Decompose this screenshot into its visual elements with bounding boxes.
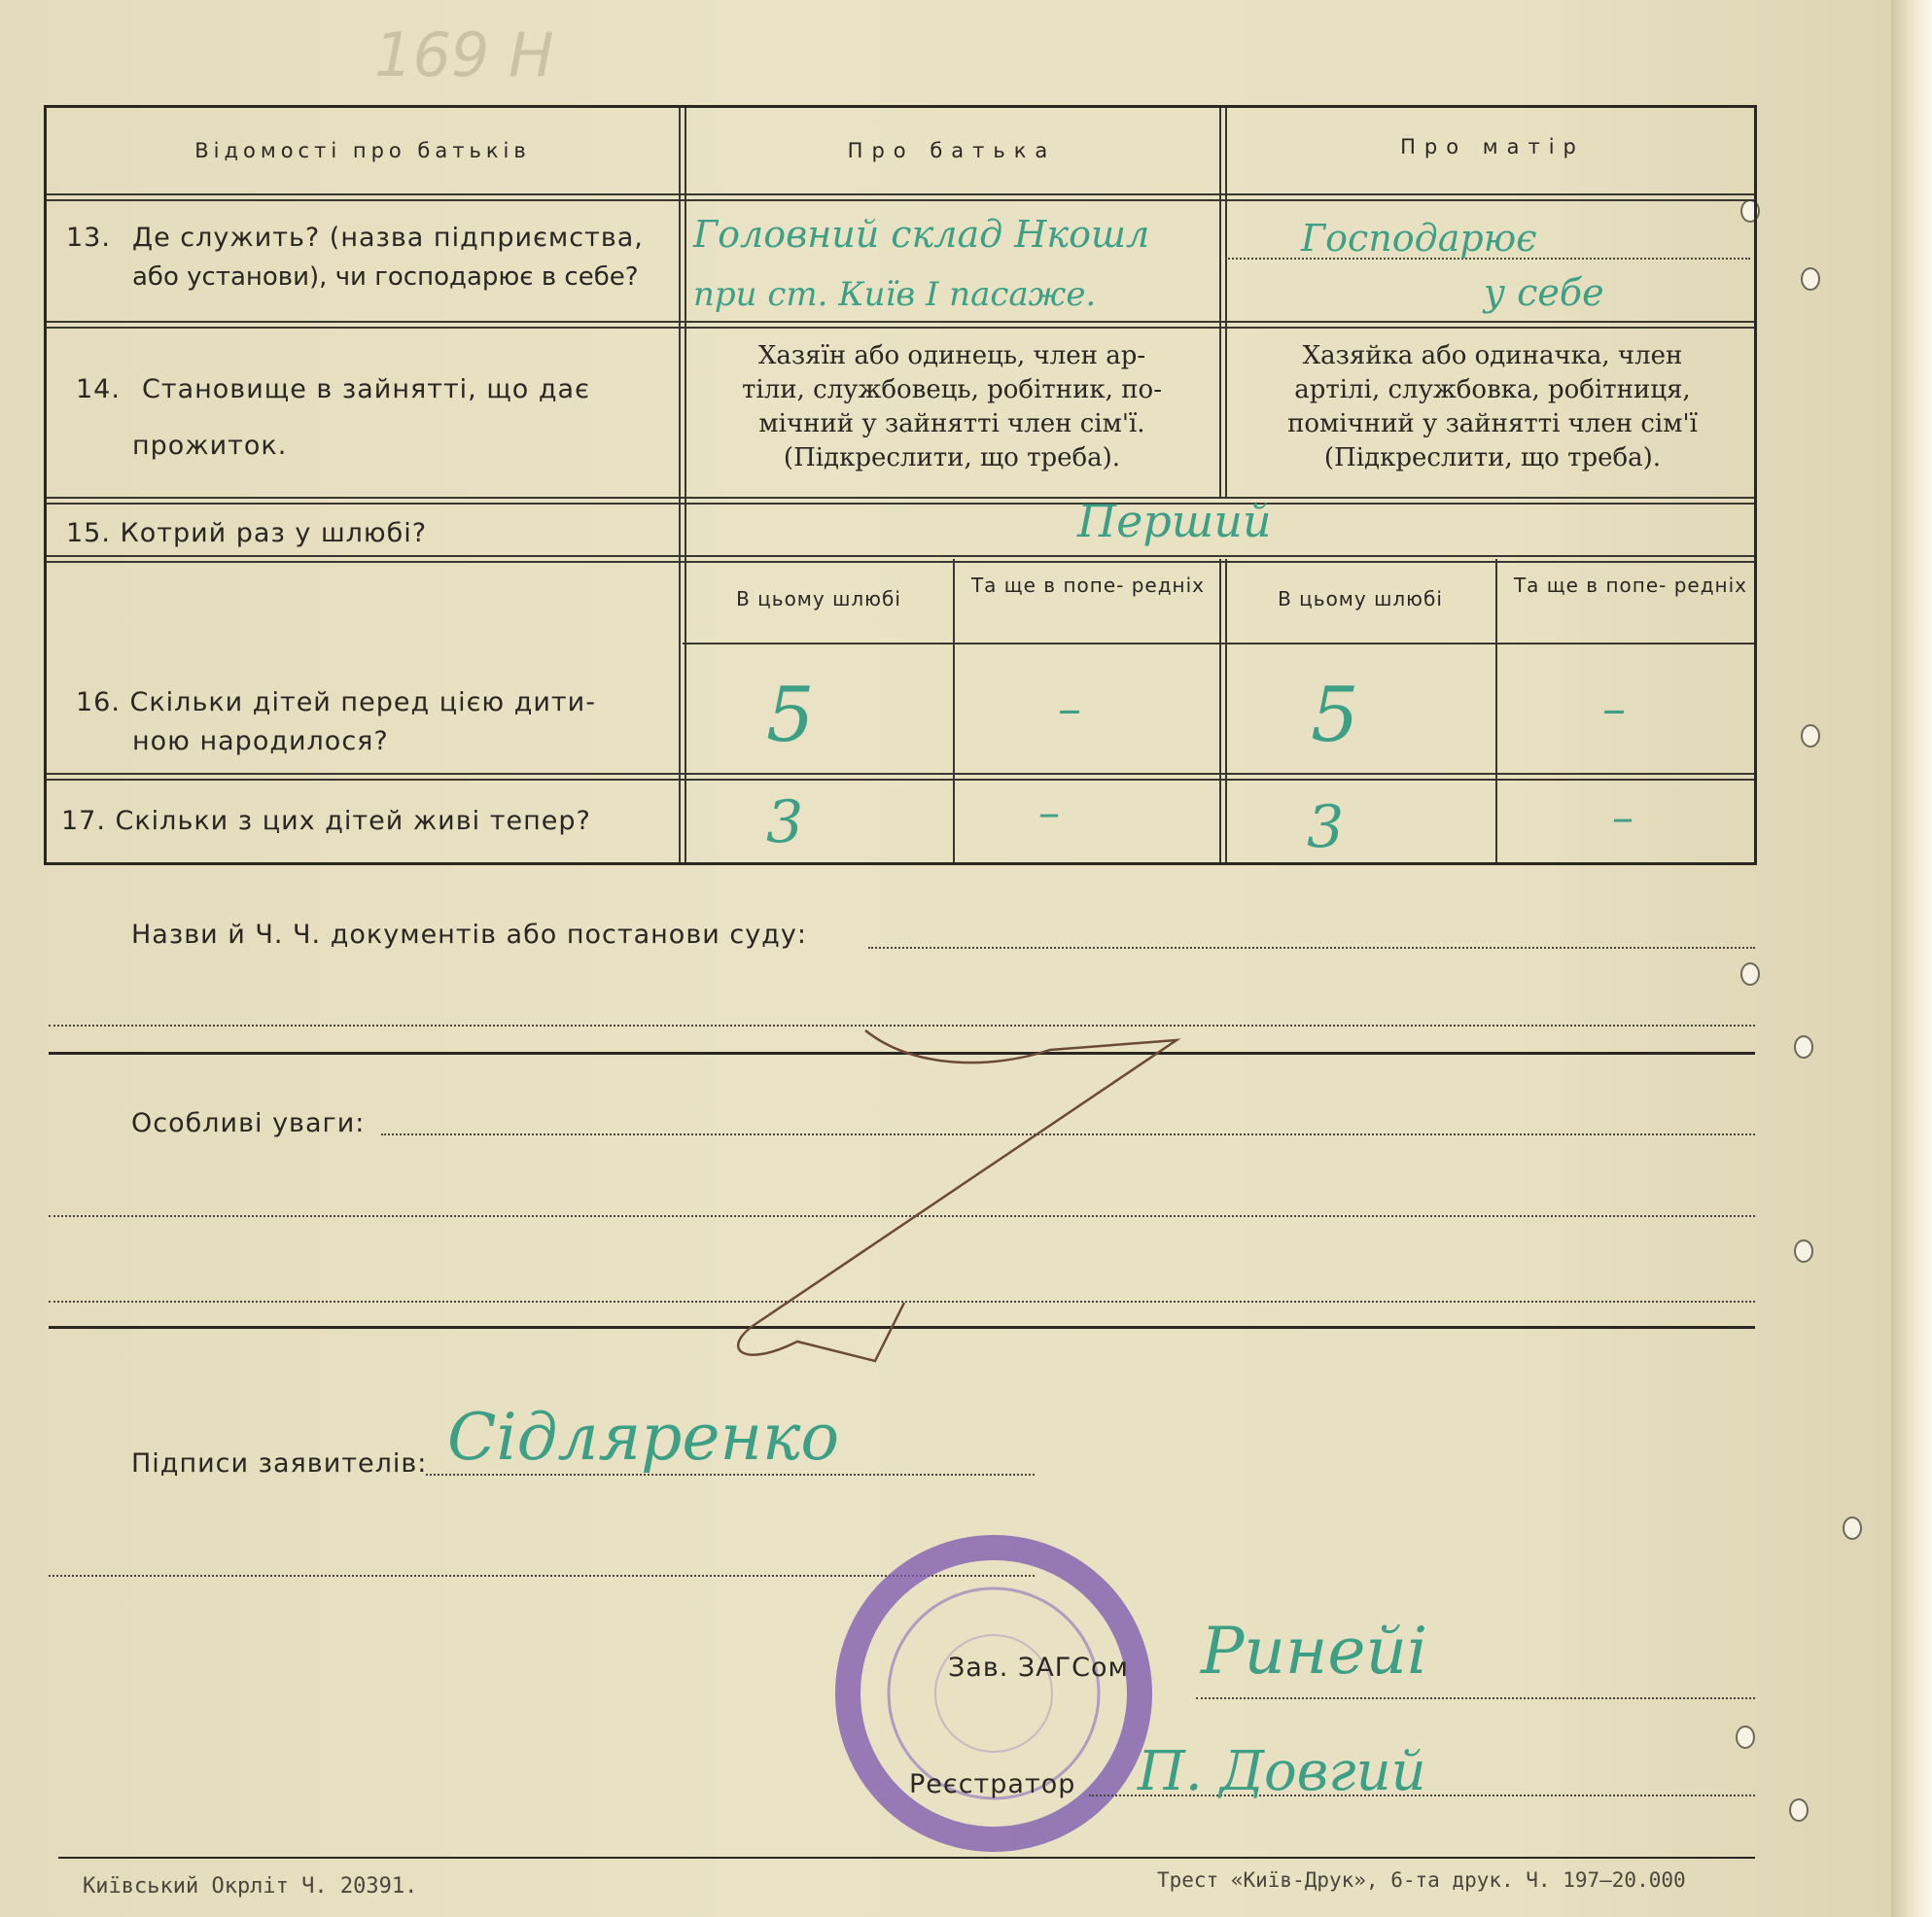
row-divider bbox=[47, 193, 1754, 201]
official-stamp bbox=[828, 1528, 1159, 1859]
q16-label-line1: 16. Скільки дітей перед цією дити- bbox=[76, 687, 596, 717]
q14-mother-options bbox=[1235, 339, 1750, 475]
option-line: Хазяїн або одинець, член ар- bbox=[757, 341, 1146, 370]
q13-mother-answer-line2: у себе bbox=[1484, 271, 1604, 314]
q17-father-previous-value: – bbox=[1038, 788, 1060, 838]
page-edge bbox=[1891, 0, 1932, 1917]
remarks-label: Особливі уваги: bbox=[131, 1108, 366, 1138]
registrar-label: Реєстратор bbox=[909, 1769, 1076, 1799]
q13-father-answer-line1: Головний склад Нкошл bbox=[693, 213, 1150, 256]
option-line: (Підкреслити, що треба). bbox=[783, 443, 1121, 472]
q17-mother-this-value: 3 bbox=[1307, 793, 1345, 861]
option-line: (Підкреслити, що треба). bbox=[1323, 443, 1662, 472]
q16-subheader-father-this: В цьому шлюбі bbox=[736, 587, 901, 610]
q14-label-line1: Становище в зайнятті, що дає bbox=[142, 374, 590, 404]
header-parents-info: Відомості про батьків bbox=[194, 139, 531, 162]
documents-label: Назви й Ч. Ч. документів або постанови суду: bbox=[131, 920, 807, 950]
option-line: тіли, службовець, робітник, по- bbox=[742, 375, 1162, 404]
row-divider bbox=[47, 497, 1754, 505]
footer-right-imprint: Трест «Київ-Друк», 6-та друк. Ч. 197—20.000 bbox=[1157, 1868, 1686, 1892]
q14-father-options bbox=[694, 339, 1210, 475]
binder-hole bbox=[1843, 1516, 1862, 1540]
q16-father-previous-value: – bbox=[1058, 681, 1081, 736]
row-divider bbox=[47, 321, 1754, 329]
page-number-handwritten: 169 Н bbox=[374, 19, 554, 90]
documents-line bbox=[868, 947, 1755, 949]
head-signature-line bbox=[1196, 1697, 1755, 1699]
footer-rule bbox=[58, 1857, 1755, 1859]
option-line: помічний у зайнятті член сім'ї bbox=[1287, 409, 1698, 438]
applicant-signature: Сідляренко bbox=[447, 1400, 840, 1475]
q16-mother-previous-value: – bbox=[1602, 681, 1626, 736]
header-about-mother: Про матір bbox=[1400, 135, 1585, 158]
row-divider bbox=[47, 773, 1754, 781]
binder-hole bbox=[1801, 267, 1820, 291]
row-divider bbox=[47, 555, 1754, 563]
q15-label: 15. Котрий раз у шлюбі? bbox=[66, 518, 428, 548]
q15-answer: Перший bbox=[1077, 495, 1272, 547]
row-divider bbox=[683, 643, 1754, 645]
q13-mother-answer-line1: Господарює bbox=[1301, 217, 1537, 260]
q13-label-line1: Де служить? (назва підприємства, bbox=[132, 223, 644, 253]
column-divider bbox=[1219, 108, 1227, 497]
binder-hole bbox=[1801, 724, 1820, 748]
q14-label-line2: прожиток. bbox=[132, 431, 288, 461]
q17-label: 17. Скільки з цих дітей живі тепер? bbox=[61, 806, 591, 836]
column-divider bbox=[679, 108, 686, 862]
q17-father-this-value: 3 bbox=[766, 788, 804, 856]
option-line: Хазяйка або одиначка, член bbox=[1302, 341, 1683, 370]
q17-mother-previous-value: – bbox=[1612, 793, 1633, 843]
registrar-signature: П. Довгий bbox=[1138, 1740, 1426, 1803]
column-divider bbox=[953, 559, 955, 862]
head-signature: Ринейі bbox=[1201, 1614, 1428, 1689]
q16-label-line2: ною народилося? bbox=[132, 726, 389, 756]
header-about-father: Про батька bbox=[847, 139, 1057, 162]
signatures-label: Підписи заявителів: bbox=[131, 1448, 428, 1479]
binder-hole bbox=[1789, 1798, 1809, 1822]
head-label: Зав. ЗАГСом bbox=[948, 1653, 1129, 1683]
q13-label-line2: або установи), чи господарює в себе? bbox=[132, 262, 639, 292]
option-line: мічний у зайнятті член сім'ї. bbox=[758, 409, 1145, 438]
q16-subheader-mother-previous: Та ще в попе- редніх bbox=[1513, 574, 1748, 597]
q16-subheader-mother-this: В цьому шлюбі bbox=[1278, 587, 1443, 610]
binder-hole bbox=[1794, 1035, 1813, 1059]
q13-number: 13. bbox=[66, 223, 111, 253]
parents-info-table bbox=[44, 105, 1757, 865]
binder-hole bbox=[1736, 1725, 1755, 1749]
column-divider bbox=[1495, 559, 1497, 862]
strikeout-mark bbox=[681, 1011, 1225, 1380]
q16-subheader-father-previous: Та ще в попе- редніх bbox=[970, 574, 1206, 597]
q13-father-answer-line2: при ст. Київ I пасаже. bbox=[693, 275, 1097, 314]
binder-hole bbox=[1740, 962, 1760, 986]
option-line: артілі, службовка, робітниця, bbox=[1294, 375, 1691, 404]
q14-number: 14. bbox=[76, 374, 121, 404]
footer-left-imprint: Київський Окрліт Ч. 20391. bbox=[83, 1874, 418, 1899]
q16-father-this-value: 5 bbox=[766, 672, 815, 759]
q16-mother-this-value: 5 bbox=[1311, 672, 1359, 759]
binder-hole bbox=[1794, 1239, 1813, 1263]
